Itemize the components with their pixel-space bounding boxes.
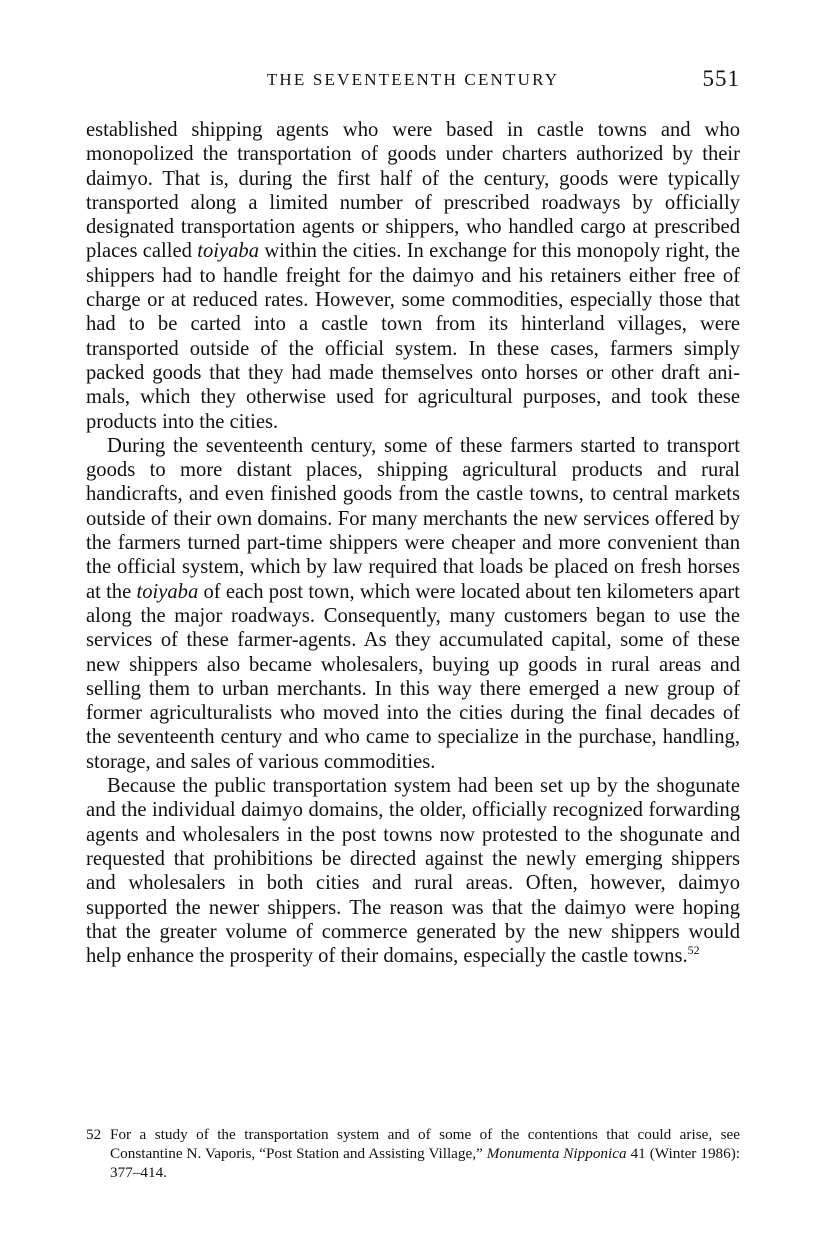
footnote-journal: Monumenta Nipponica — [486, 1145, 627, 1162]
paragraph-2-term: toiyaba — [136, 580, 199, 603]
footnote-text — [110, 1125, 740, 1182]
paragraph-3-text: Because the public transportation system had been set up by the shogunate and the individual daimyo domains, the older, officially recognized forwarding agents and wholesalers in the post towns now protested to the shogunate and requested that prohibitions be directed against the newly emerging shippers and wholesalers in both cities and rural areas. Often, however, daimyo supported the newer shippers. The reason was that the daimyo were hoping that the greater volume of commerce generated by the new shippers would help enhance the prosperity of their domains, especially the castle towns. — [86, 775, 740, 968]
paragraph-2 — [86, 434, 740, 774]
page-number: 551 — [702, 66, 740, 91]
paragraph-1-term: toiyaba — [197, 240, 260, 263]
running-title: THE SEVENTEENTH CENTURY — [266, 70, 560, 89]
paragraph-3 — [86, 774, 740, 968]
paragraph-1-text-b: within the cities. In exchange for this monopoly right, the shippers had to handle freight for the daimyo and his retainers either free of charge or at reduced rates. However, some commodities, especially those that had to be carted into a castle town from its hinterland villages, were transported outside of the official system. In these cases, farmers simply packed goods that they had made themselves onto horses or other draft animals, which they otherwise used for agricultural purposes, and took these products into the cities. — [86, 240, 740, 433]
paragraph-2-text-b: of each post town, which were located about ten kilometers apart along the major roadways. Consequently, many customers began to use the services of these farmer-agents. As they accumulated capital, some of these new shippers also became wholesalers, buying up goods in rural areas and selling them to urban merchants. In this way there emerged a new group of former agriculturalists who moved into the cities during the final decades of the seventeenth century and who came to specialize in the purchase, handling, storage, and sales of various commodities. — [86, 580, 740, 773]
paragraph-1 — [86, 118, 740, 434]
footnote-reference: 52 — [687, 943, 700, 958]
footnote-text-b: 41 (Winter 1986): 377–414. — [110, 1145, 741, 1181]
paragraph-2-text-a: During the seventeenth century, some of these farmers started to transport goods to more distant places, shipping agricultural products and rural handicrafts, and even finished goods from the castle towns, to central markets outside of their own domains. For many merchants the new services offered by the farmers turned part-time shippers were cheaper and more convenient than the official system, which by law required that loads be placed on fresh horses at the — [86, 434, 740, 603]
footnote-text-a: For a study of the transportation system and of some of the contentions that could arise, see Constantine N. Vaporis, “Post Station and Assisting Village,” — [110, 1126, 740, 1162]
footnotes — [86, 1125, 740, 1182]
footnote-number: 52 — [86, 1126, 102, 1143]
running-head — [86, 66, 740, 98]
paragraph-1-text-a: established shipping agents who were based in castle towns and who monopolized the transportation of goods under charters authorized by their daimyo. That is, during the first half of the century, goods were typically transported along a limited number of prescribed roadways by officially designated transportation agents or shippers, who handled cargo at prescribed places called — [86, 119, 740, 263]
body-text — [86, 118, 740, 968]
